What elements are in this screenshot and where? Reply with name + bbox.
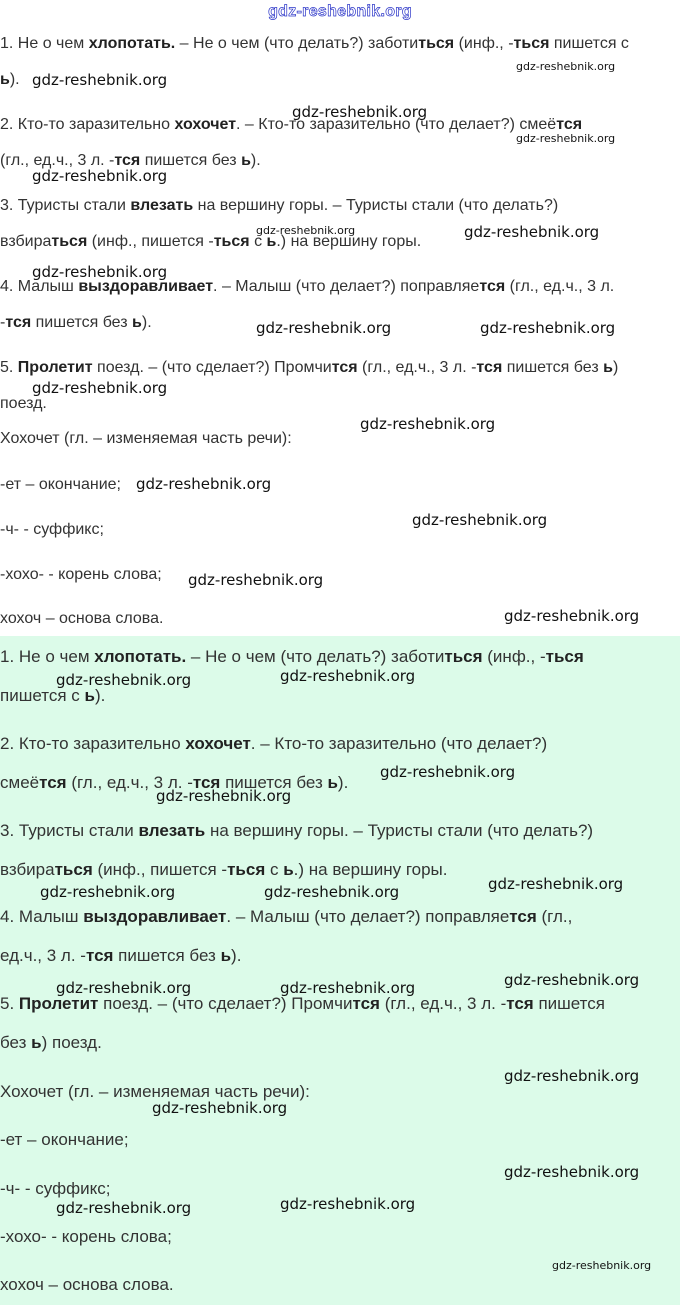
- analysis-intro: Хохочет (гл. – изменяемая часть речи):: [0, 430, 292, 447]
- watermark-text: gdz-reshebnik.org: [504, 607, 640, 625]
- item1-line2: пишется с ь).: [0, 686, 106, 705]
- item4-line2: ед.ч., 3 л. -тся пишется без ь).: [0, 946, 242, 965]
- watermark-text: gdz-reshebnik.org: [504, 971, 640, 989]
- watermark-text: gdz-reshebnik.org: [32, 71, 168, 89]
- watermark-text: gdz-reshebnik.org: [504, 1067, 640, 1085]
- analysis-root: -хохо- - корень слова;: [0, 566, 162, 583]
- analysis-stem: хохоч – основа слова.: [0, 1275, 174, 1294]
- watermark-text: gdz-reshebnik.org: [156, 787, 292, 805]
- item5-line2: без ь) поезд.: [0, 1033, 102, 1052]
- item3-line2: взбираться (инф., пишется -ться с ь.) на вершину горы.: [0, 860, 448, 879]
- watermark-text: gdz-reshebnik.org: [32, 263, 168, 281]
- watermark-text: gdz-reshebnik.org: [56, 979, 192, 997]
- watermark-text: gdz-reshebnik.org: [488, 875, 624, 893]
- analysis-suffix: -ч- - суффикс;: [0, 1179, 111, 1198]
- item4-line2: -тся пишется без ь).: [0, 314, 152, 331]
- item4-line1: 4. Малыш выздоравливает. – Малыш (что делает?) поправляется (гл.,: [0, 907, 573, 926]
- item1-line1: 1. Не о чем хлопотать. – Не о чем (что делать?) заботиться (инф., -ться: [0, 647, 584, 666]
- watermark-text: gdz-reshebnik.org: [516, 60, 616, 73]
- watermark-text: gdz-reshebnik.org: [552, 1259, 652, 1272]
- item1-line2: ь).: [0, 71, 20, 88]
- item3-line1: 3. Туристы стали влезать на вершину горы. – Туристы стали (что делать?): [0, 821, 594, 840]
- analysis-root: -хохо- - корень слова;: [0, 1227, 172, 1246]
- analysis-suffix: -ч- - суффикс;: [0, 521, 104, 538]
- watermark-text: gdz-reshebnik.org: [32, 167, 168, 185]
- watermark-text: gdz-reshebnik.org: [504, 1163, 640, 1181]
- analysis-stem: хохоч – основа слова.: [0, 610, 164, 627]
- watermark-text: gdz-reshebnik.org: [40, 883, 176, 901]
- watermark-text: gdz-reshebnik.org: [56, 671, 192, 689]
- watermark-text: gdz-reshebnik.org: [256, 319, 392, 337]
- watermark-text: gdz-reshebnik.org: [480, 319, 616, 337]
- watermark-text: gdz-reshebnik.org: [56, 1199, 192, 1217]
- watermark-text: gdz-reshebnik.org: [136, 475, 272, 493]
- watermark-text: gdz-reshebnik.org: [516, 132, 616, 145]
- watermark-text: gdz-reshebnik.org: [32, 379, 168, 397]
- watermark-text: gdz-reshebnik.org: [464, 223, 600, 241]
- watermark-text: gdz-reshebnik.org: [360, 415, 496, 433]
- watermark-text: gdz-reshebnik.org: [280, 979, 416, 997]
- watermark-text: gdz-reshebnik.org: [280, 1195, 416, 1213]
- analysis-ending: -ет – окончание;: [0, 1130, 129, 1149]
- watermark-text: gdz-reshebnik.org: [292, 103, 428, 121]
- site-header-logo[interactable]: gdz-reshebnik.org: [268, 3, 412, 20]
- item3-line2: взбираться (инф., пишется -ться с ь.) на вершину горы.: [0, 233, 422, 250]
- analysis-intro: Хохочет (гл. – изменяемая часть речи):: [0, 1082, 310, 1101]
- item3-line1: 3. Туристы стали влезать на вершину горы. – Туристы стали (что делать?): [0, 197, 559, 214]
- item1-line1: 1. Не о чем хлопотать. – Не о чем (что делать?) заботиться (инф., -ться пишется с: [0, 35, 629, 52]
- watermark-text: gdz-reshebnik.org: [188, 571, 324, 589]
- item2-line2: смеётся (гл., ед.ч., 3 л. -тся пишется без ь).: [0, 773, 349, 792]
- watermark-text: gdz-reshebnik.org: [380, 763, 516, 781]
- item2-line2: (гл., ед.ч., 3 л. -тся пишется без ь).: [0, 152, 261, 169]
- item5-line1: 5. Пролетит поезд. – (что сделает?) Промчится (гл., ед.ч., 3 л. -тся пишется без ь): [0, 359, 619, 376]
- item2-line1: 2. Кто-то заразительно хохочет. – Кто-то заразительно (что делает?) смеётся: [0, 116, 583, 133]
- item5-line1: 5. Пролетит поезд. – (что сделает?) Промчится (гл., ед.ч., 3 л. -тся пишется: [0, 994, 605, 1013]
- item2-line1: 2. Кто-то заразительно хохочет. – Кто-то заразительно (что делает?): [0, 734, 548, 753]
- item4-line1: 4. Малыш выздоравливает. – Малыш (что делает?) поправляется (гл., ед.ч., 3 л.: [0, 278, 615, 295]
- watermark-text: gdz-reshebnik.org: [152, 1099, 288, 1117]
- watermark-text: gdz-reshebnik.org: [264, 883, 400, 901]
- watermark-text: gdz-reshebnik.org: [280, 667, 416, 685]
- watermark-text: gdz-reshebnik.org: [256, 224, 356, 237]
- item5-line2: поезд.: [0, 395, 47, 412]
- watermark-text: gdz-reshebnik.org: [412, 511, 548, 529]
- analysis-ending: -ет – окончание;: [0, 476, 121, 493]
